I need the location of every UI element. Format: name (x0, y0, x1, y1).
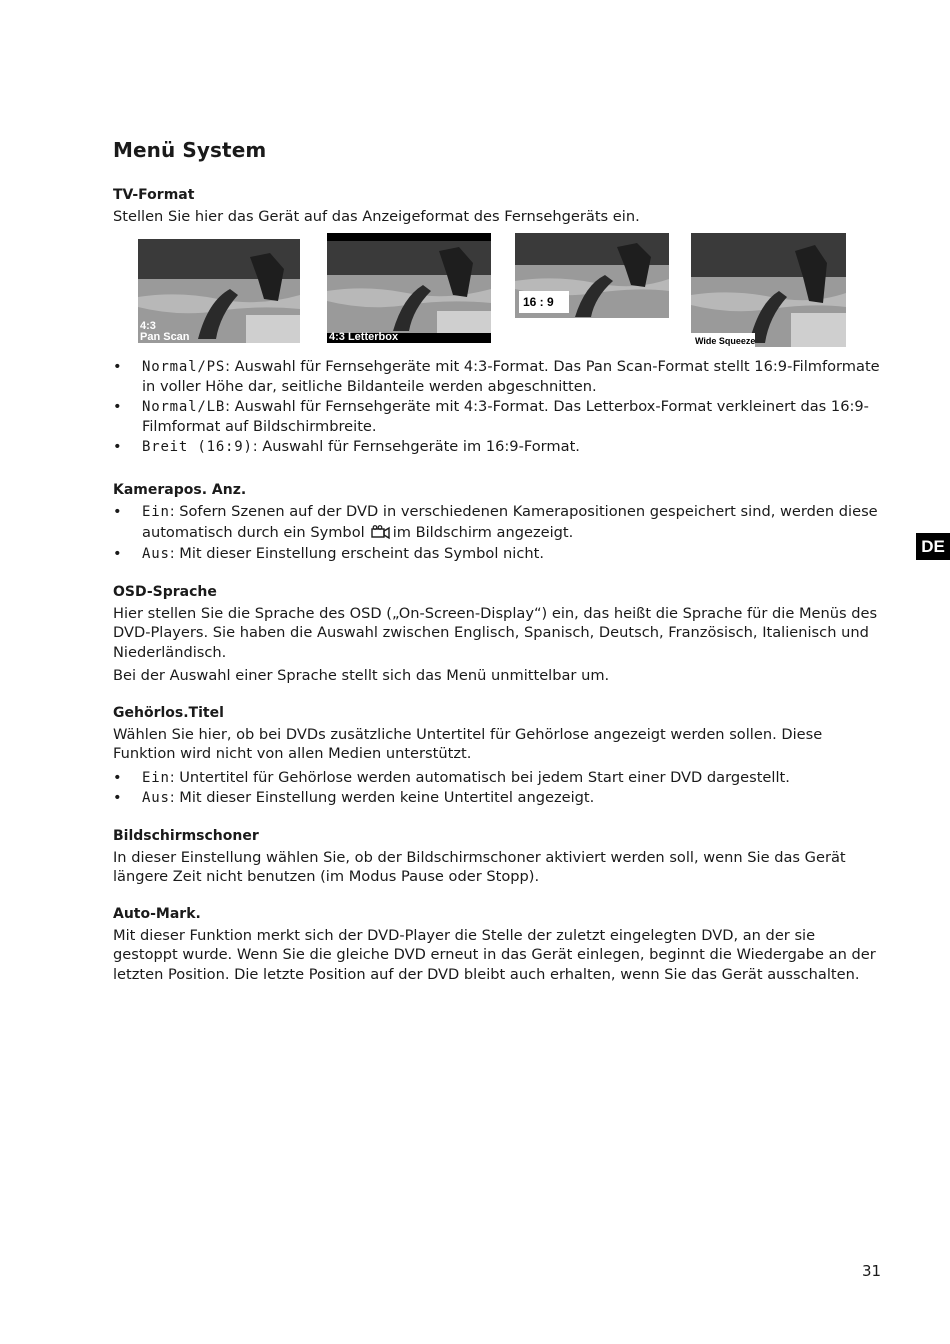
letterbox-image (327, 233, 491, 343)
wide-squeeze-label: Wide Squeeze (695, 335, 756, 346)
option-description: : Auswahl für Fernsehgeräte mit 4:3-Format. Das Letterbox-Format verkleinert das 16:9-Filmformat auf Bildschirmbreite. (142, 397, 869, 435)
gehoerlos-intro: Wählen Sie hier, ob bei DVDs zusätzliche Untertitel für Gehörlose angezeigt werden sollen. Diese Funktion wird nicht von allen Medien unterstützt. (113, 725, 823, 762)
option-keyword: Ein (142, 769, 170, 786)
option-description: : Auswahl für Fernsehgeräte mit 4:3-Format. Das Pan Scan-Format stellt 16:9-Filmformate in voller Höhe dar, seitliche Bildanteile werden abgeschnitten. (142, 357, 880, 395)
heading-tv-format: TV-Format (113, 187, 195, 203)
bildschirmschoner-text: In dieser Einstellung wählen Sie, ob der Bildschirmschoner aktiviert werden soll, wenn Sie das Gerät längere Zeit nicht benutzen (im Modus Pause oder Stopp). (113, 848, 846, 885)
camera-angle-icon (371, 525, 391, 545)
kamerapos-options (113, 502, 883, 565)
wide-squeeze-image (691, 233, 846, 347)
section-kamerapos (113, 482, 883, 565)
tv-format-options (113, 357, 883, 458)
section-osd-sprache (113, 584, 883, 686)
page-title: Menü System (113, 138, 267, 162)
list-item (113, 357, 883, 397)
section-tv-format (113, 187, 883, 457)
option-keyword: Ein (142, 504, 170, 520)
list-item (113, 502, 883, 544)
page-content (113, 138, 883, 1003)
heading-auto-mark: Auto-Mark. (113, 905, 201, 922)
section-auto-mark (113, 906, 883, 985)
option-keyword: Aus (142, 790, 170, 806)
widescreen-image (515, 233, 669, 318)
option-keyword: Normal/LB (142, 398, 226, 415)
option-description: : Sofern Szenen auf der DVD in verschiedenen Kamerapositionen gespeichert sind, werden diese automatisch durch ein Symbol (142, 503, 878, 541)
page-number: 31 (862, 1262, 882, 1280)
option-description: : Mit dieser Einstellung werden keine Untertitel angezeigt. (169, 789, 595, 806)
list-item (113, 397, 883, 437)
list-item (113, 544, 883, 565)
heading-kamerapos: Kamerapos. Anz. (113, 482, 247, 498)
pan-scan-image (138, 239, 300, 343)
auto-mark-text: Mit dieser Funktion merkt sich der DVD-Player die Stelle der zuletzt eingelegten DVD, an der sie gestoppt wurde. Wenn Sie die gleiche DVD erneut in das Gerät einlegen, beginnt die Wiedergabe an der letzten Position. Die letzte Position auf der DVD bleibt auch erhalten, wenn Sie das Gerät ausschalten. (113, 926, 876, 983)
option-keyword: Aus (142, 546, 170, 562)
tv-format-intro: Stellen Sie hier das Gerät auf das Anzeigeformat des Fernsehgeräts ein. (113, 208, 640, 225)
section-bildschirmschoner (113, 828, 883, 887)
heading-gehoerlos: Gehörlos.Titel (113, 704, 224, 721)
language-tab: DE (916, 533, 950, 560)
heading-bildschirmschoner: Bildschirmschoner (113, 827, 259, 844)
option-description-continued: im Bildschirm angezeigt. (392, 523, 574, 541)
list-item (113, 437, 883, 458)
list-item (113, 768, 883, 789)
option-description: : Mit dieser Einstellung erscheint das Symbol nicht. (169, 545, 544, 562)
pan-scan-label-1: 4:3 (140, 319, 156, 332)
option-description: : Auswahl für Fernsehgeräte im 16:9-Format. (252, 437, 580, 455)
pan-scan-label-2: Pan Scan (140, 330, 190, 343)
letterbox-label: 4:3 Letterbox (329, 330, 399, 343)
heading-osd-sprache: OSD-Sprache (113, 583, 217, 600)
gehoerlos-options (113, 768, 883, 809)
format-illustrations (113, 233, 883, 355)
section-gehoerlos (113, 705, 883, 809)
osd-paragraph-2: Bei der Auswahl einer Sprache stellt sich das Menü unmittelbar um. (113, 667, 610, 684)
option-keyword: Breit (16:9) (142, 438, 253, 455)
option-description: : Untertitel für Gehörlose werden automatisch bei jedem Start einer DVD dargestellt. (169, 768, 790, 786)
option-keyword: Normal/PS (142, 358, 226, 375)
list-item (113, 788, 883, 809)
widescreen-label: 16 : 9 (523, 294, 554, 309)
osd-paragraph-1: Hier stellen Sie die Sprache des OSD („On-Screen-Display“) ein, das heißt die Sprache für die Menüs des DVD-Players. Sie haben die Auswahl zwischen Englisch, Spanisch, Deutsch, Französisch, Italienisch und Niederländisch. (113, 604, 878, 661)
